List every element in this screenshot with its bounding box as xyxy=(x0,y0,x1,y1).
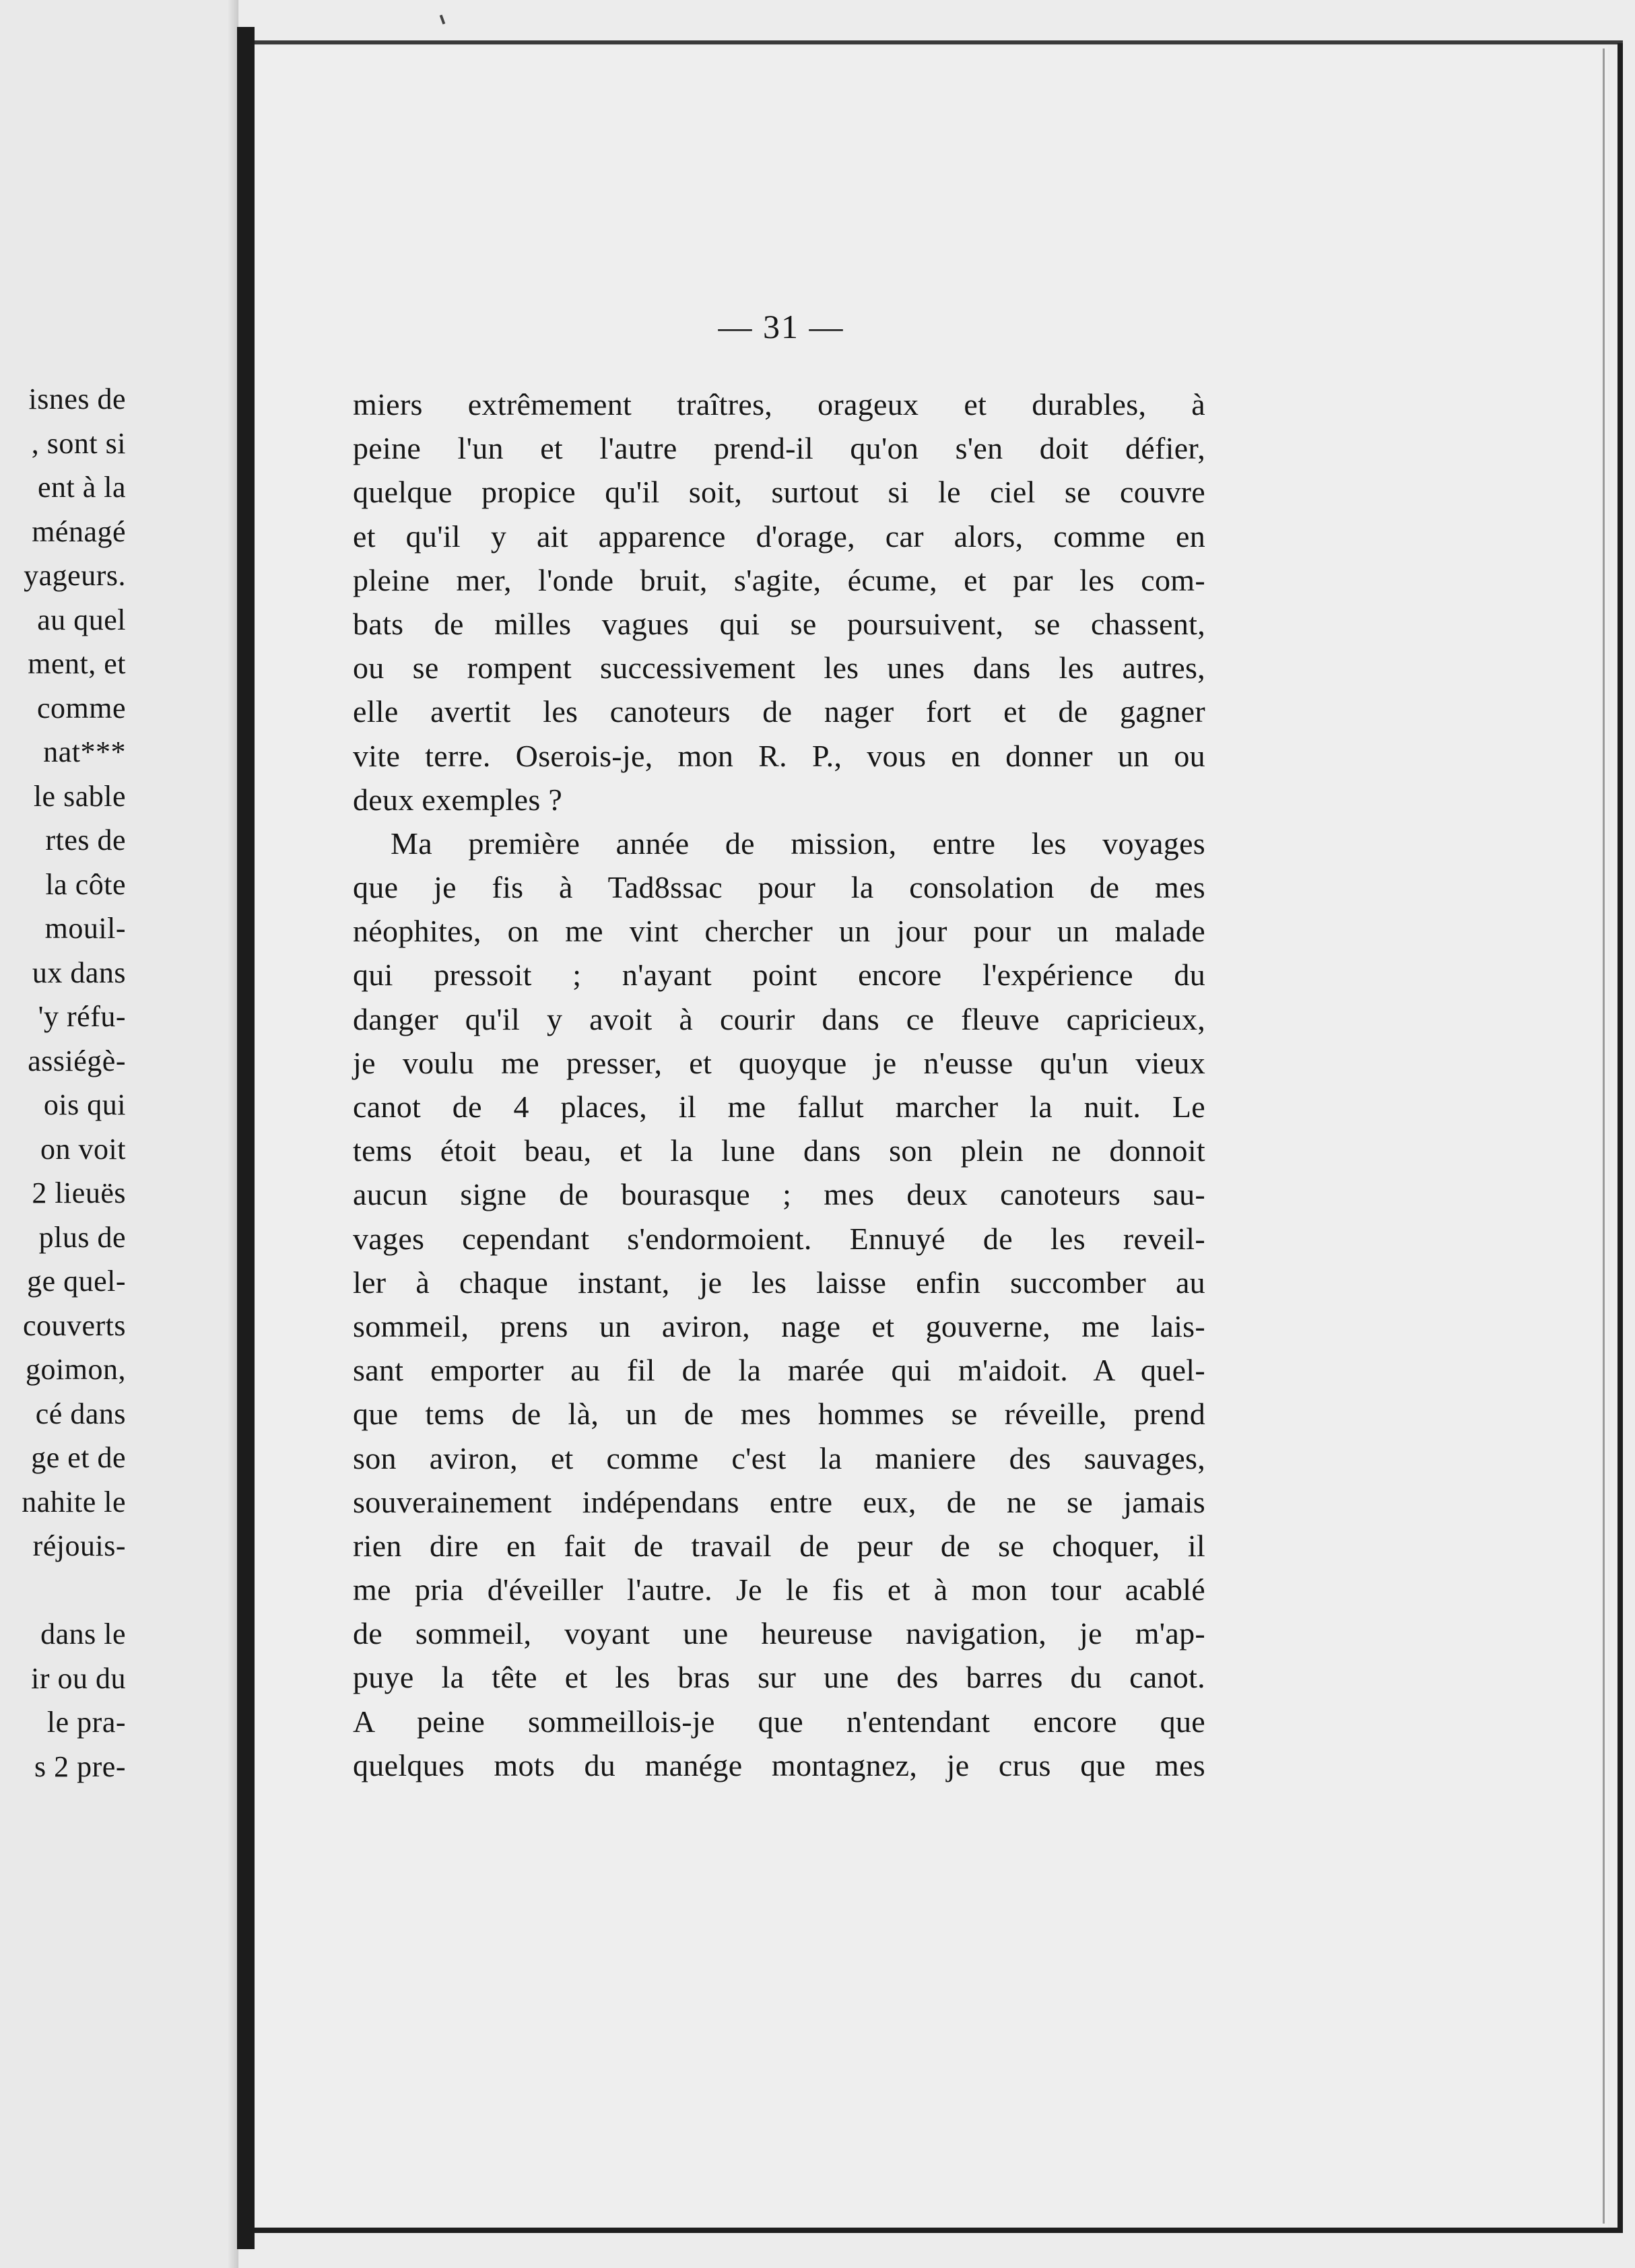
page-number: — 31 — xyxy=(718,308,844,345)
text-line: pleine mer, l'onde bruit, s'agite, écume, et par les com- xyxy=(353,562,1205,597)
text-line: Ma première année de mission, entre les voyages xyxy=(391,826,1205,861)
text-line: puye la tête et les bras sur une des barres du canot. xyxy=(353,1660,1205,1695)
left-fragment-line: le pra- xyxy=(46,1706,126,1739)
text-line: peine l'un et l'autre prend-il qu'on s'en doit défier, xyxy=(353,431,1205,466)
page-right-edge xyxy=(1617,43,1623,2233)
text-line: danger qu'il y avoit à courir dans ce fleuve capricieux, xyxy=(353,1001,1205,1036)
left-fragment-line: ux dans xyxy=(32,956,126,989)
left-fragment-line: cé dans xyxy=(35,1397,126,1430)
text-line: me pria d'éveiller l'autre. Je le fis et à mon tour acablé xyxy=(353,1572,1205,1607)
left-fragment-line: au quel xyxy=(37,603,126,636)
body-text xyxy=(353,382,1205,1787)
text-line: de sommeil, voyant une heureuse navigation, je m'ap- xyxy=(353,1616,1205,1651)
left-fragment-line xyxy=(22,1568,126,1613)
left-fragment-line: , sont si xyxy=(31,426,126,460)
text-line: et qu'il y ait apparence d'orage, car alors, comme en xyxy=(353,519,1205,554)
left-fragment-line: mouil- xyxy=(44,912,126,945)
text-line: je voulu me presser, et quoyque je n'eusse qu'un vieux xyxy=(353,1045,1205,1080)
left-fragment-line: ois qui xyxy=(43,1088,126,1121)
page-inner-edge xyxy=(1603,48,1605,2224)
left-fragment-line: ge et de xyxy=(31,1441,126,1474)
book-gutter xyxy=(237,27,255,2249)
left-fragment-line: rtes de xyxy=(45,824,126,857)
left-fragment-line: on voit xyxy=(40,1132,126,1166)
text-line: que je fis à Tad8ssac pour la consolation de mes xyxy=(353,870,1205,905)
text-line: tems étoit beau, et la lune dans son plein ne donnoit xyxy=(353,1133,1205,1168)
left-fragment-line: comme xyxy=(36,691,126,725)
text-line: ou se rompent successivement les unes dans les autres, xyxy=(353,651,1205,686)
scan-speck xyxy=(440,15,446,25)
left-fragment-line: goimon, xyxy=(26,1353,126,1386)
left-fragment-line: 'y réfu- xyxy=(38,1000,126,1033)
text-line: bats de milles vagues qui se poursuivent, se chassent, xyxy=(353,606,1205,641)
text-line: sommeil, prens un aviron, nage et gouverne, me lais- xyxy=(353,1308,1205,1343)
text-line: quelques mots du manége montagnez, je crus que mes xyxy=(353,1747,1205,1782)
left-fragment-line: ge quel- xyxy=(27,1265,126,1298)
page-top-edge xyxy=(255,40,1623,44)
left-fragment-line: s 2 pre- xyxy=(34,1749,126,1783)
text-line: vages cependant s'endormoient. Ennuyé de les reveil- xyxy=(353,1221,1205,1256)
left-fragment-line: réjouis- xyxy=(32,1529,126,1562)
left-page-text-fragments xyxy=(22,377,126,1789)
text-line: qui pressoit ; n'ayant point encore l'expérience du xyxy=(353,958,1205,993)
left-fragment-line: le sable xyxy=(33,779,126,813)
text-line: vite terre. Oserois-je, mon R. P., vous en donner un ou xyxy=(353,738,1205,773)
left-fragment-line: ment, et xyxy=(28,647,126,680)
text-line: deux exemples ? xyxy=(353,782,563,817)
text-line: souverainement indépendans entre eux, de ne se jamais xyxy=(353,1484,1205,1519)
left-page-fragment xyxy=(0,0,239,2268)
text-line: miers extrêmement traîtres, orageux et durables, à xyxy=(353,387,1205,422)
left-fragment-line: isnes de xyxy=(28,382,126,415)
left-fragment-line: yageurs. xyxy=(24,559,126,592)
text-line: A peine sommeillois-je que n'entendant encore que xyxy=(353,1704,1205,1739)
left-fragment-line: nahite le xyxy=(22,1485,126,1519)
left-fragment-line: ent à la xyxy=(37,471,126,504)
text-line: quelque propice qu'il soit, surtout si le ciel se couvre xyxy=(353,475,1205,510)
text-line: ler à chaque instant, je les laisse enfin succomber au xyxy=(353,1265,1205,1300)
left-fragment-line: la côte xyxy=(45,867,126,901)
text-line: néophites, on me vint chercher un jour pour un malade xyxy=(353,914,1205,949)
text-line: sant emporter au fil de la marée qui m'aidoit. A quel- xyxy=(353,1353,1205,1388)
left-fragment-line: 2 lieuës xyxy=(32,1176,126,1209)
page-bottom-edge xyxy=(255,2228,1623,2233)
text-line: rien dire en fait de travail de peur de se choquer, il xyxy=(353,1528,1205,1563)
left-fragment-line: ménagé xyxy=(32,514,126,548)
left-fragment-line: dans le xyxy=(40,1617,126,1650)
left-fragment-line: ir ou du xyxy=(31,1661,126,1695)
text-line: elle avertit les canoteurs de nager fort et de gagner xyxy=(353,694,1205,729)
text-line: canot de 4 places, il me fallut marcher la nuit. Le xyxy=(353,1090,1205,1124)
left-fragment-line: nat*** xyxy=(43,735,126,768)
text-line: que tems de là, un de mes hommes se réveille, prend xyxy=(353,1397,1205,1432)
left-fragment-line: couverts xyxy=(22,1308,126,1342)
text-line: aucun signe de bourasque ; mes deux canoteurs sau- xyxy=(353,1177,1205,1212)
text-line: son aviron, et comme c'est la maniere des sauvages, xyxy=(353,1440,1205,1475)
left-fragment-line: assiégè- xyxy=(28,1044,126,1077)
left-fragment-line: plus de xyxy=(38,1220,126,1254)
